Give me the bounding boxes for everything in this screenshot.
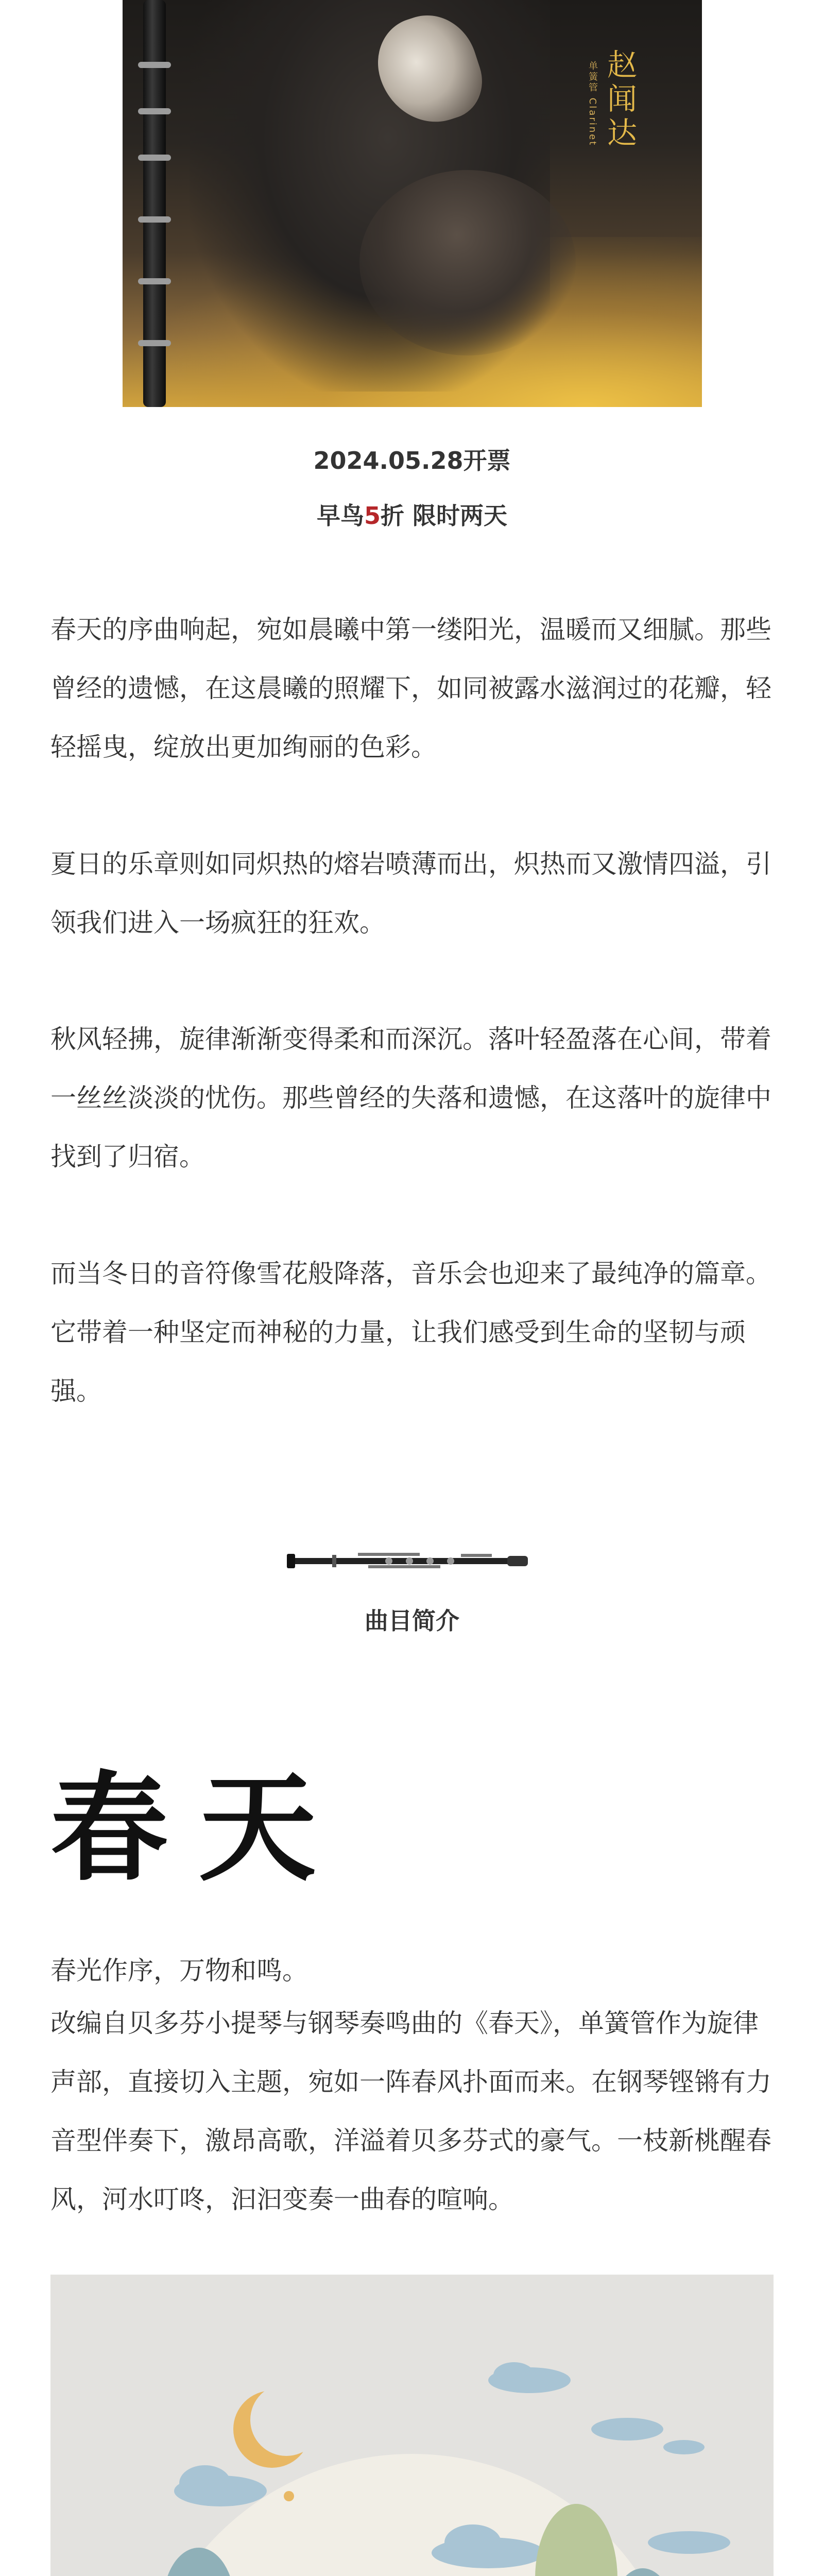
- clarinet-key: [138, 108, 171, 114]
- piece-intro-spring: 春光作序，万物和鸣。: [50, 1956, 308, 1986]
- ticket-date: 2024.05.28开票: [313, 447, 511, 474]
- performer-title: 单簧管 Clarinet: [587, 61, 598, 147]
- program-section-title: 曲目简介: [365, 1607, 459, 1635]
- performer-knee: [359, 170, 576, 355]
- clarinet-key: [138, 278, 171, 284]
- promo-discount: 5: [364, 502, 381, 530]
- piece-title-spring: 春天: [50, 1760, 347, 1897]
- paragraph-winter: 而当冬日的音符像雪花般降落，音乐会也迎来了最纯净的篇章。它带着一种坚定而神秘的力量，让我们感受到生命的坚韧与顽强。: [50, 1259, 771, 1406]
- early-bird-promo: [0, 497, 824, 531]
- clarinet-key: [138, 155, 171, 161]
- spring-landscape-illustration: [50, 2275, 774, 2576]
- paragraph-summer: 夏日的乐章则如同炽热的熔岩喷薄而出，炽热而又激情四溢，引领我们进入一场疯狂的狂欢。: [50, 849, 771, 938]
- paragraph-spring: 春天的序曲响起，宛如晨曦中第一缕阳光，温暖而又细腻。那些曾经的遗憾，在这晨曦的照耀下，如同被露水滋润过的花瓣，轻轻摇曳，绽放出更加绚丽的色彩。: [50, 615, 771, 762]
- clarinet-icon: [286, 1545, 533, 1578]
- clarinet-key: [138, 62, 171, 68]
- clarinet-key: [138, 216, 171, 223]
- performer-photo: [123, 0, 702, 407]
- promo-suffix: 折 限时两天: [381, 502, 508, 530]
- paragraph-autumn: 秋风轻拂，旋律渐渐变得柔和而深沉。落叶轻盈落在心间，带着一丝丝淡淡的忧伤。那些曾经的失落和遗憾，在这落叶的旋律中找到了归宿。: [50, 1024, 771, 1172]
- performer-name: 赵闻达: [602, 49, 637, 151]
- clarinet-key: [138, 340, 171, 346]
- promo-prefix: 早鸟: [316, 502, 364, 530]
- piece-body-spring: 改编自贝多芬小提琴与钢琴奏鸣曲的《春天》，单簧管作为旋律声部，直接切入主题，宛如一阵春风扑面而来。在钢琴铿锵有力音型伴奏下，激昂高歌，洋溢着贝多芬式的豪气。一枝新桃醒春风，河水叮咚，汩汩变奏一曲春的喧响。: [50, 2008, 771, 2214]
